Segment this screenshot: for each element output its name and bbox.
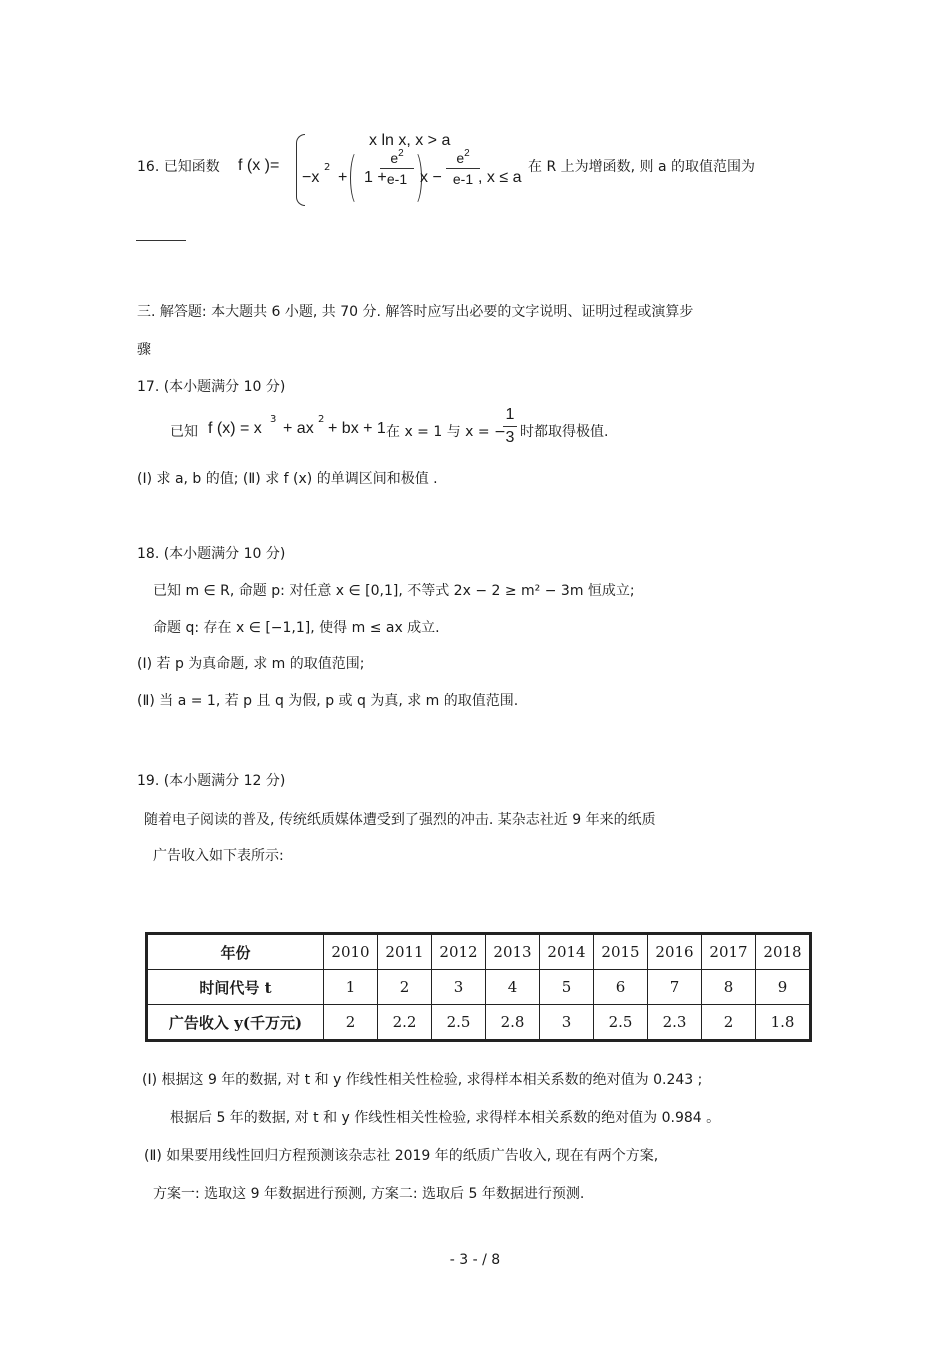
q18-sub2: (Ⅱ) 当 a = 1, 若 p 且 q 为假, p 或 q 为真, 求 m 的取值范围. xyxy=(137,693,519,709)
q16-fraction-2 xyxy=(446,150,480,187)
q18-line2: 命题 q: 存在 x ∈ [−1,1], 使得 m ≤ ax 成立. xyxy=(153,620,440,636)
q16-case1: x ln x, x > a xyxy=(369,132,451,149)
q16-e-num: e xyxy=(390,150,399,166)
q19-line2: 广告收入如下表所示: xyxy=(153,848,284,864)
table-header-cell: 年份 xyxy=(148,935,324,970)
q19-sub1b: 根据后 5 年的数据, 对 t 和 y 作线性相关性检验, 求得样本相关系数的绝对值为 0.984 。 xyxy=(170,1110,721,1126)
table-cell: 2018 xyxy=(756,935,810,970)
table-header-cell: 广告收入 y(千万元) xyxy=(148,1005,324,1040)
table-cell: 2015 xyxy=(594,935,648,970)
table-cell: 6 xyxy=(594,970,648,1005)
table-cell: 2 xyxy=(702,1005,756,1040)
table-cell: 4 xyxy=(486,970,540,1005)
table-cell: 2.5 xyxy=(432,1005,486,1040)
table-cell: 2.3 xyxy=(648,1005,702,1040)
q18-head: 18. (本小题满分 10 分) xyxy=(137,546,286,562)
table-cell: 2 xyxy=(324,1005,378,1040)
q17-head: 17. (本小题满分 10 分) xyxy=(137,379,286,395)
table-row xyxy=(148,935,810,970)
table-row xyxy=(148,970,810,1005)
q16-label: 16. 已知函数 xyxy=(137,159,220,175)
table-cell: 2014 xyxy=(540,935,594,970)
ad-revenue-table xyxy=(147,934,810,1040)
q16-fx: f (x )= xyxy=(238,157,280,174)
q19-head: 19. (本小题满分 12 分) xyxy=(137,773,286,789)
table-cell: 3 xyxy=(540,1005,594,1040)
q16-den2: e-1 xyxy=(452,171,474,187)
table-cell: 8 xyxy=(702,970,756,1005)
table-cell: 1.8 xyxy=(756,1005,810,1040)
table-cell: 5 xyxy=(540,970,594,1005)
q18-line1: 已知 m ∈ R, 命题 p: 对任意 x ∈ [0,1], 不等式 2x − 2 ≥ m² − 3m 恒成立; xyxy=(153,583,635,599)
q17-sub: (Ⅰ) 求 a, b 的值; (Ⅱ) 求 f (x) 的单调区间和极值 . xyxy=(137,471,438,487)
table-row xyxy=(148,1005,810,1040)
q16-tail: 在 R 上为增函数, 则 a 的取值范围为 xyxy=(528,159,756,175)
q16-e-exp2: 2 xyxy=(464,148,470,159)
q17-expr2: + ax xyxy=(283,420,314,437)
table-cell: 2016 xyxy=(648,935,702,970)
q16-case2-sq: 2 xyxy=(324,162,331,173)
table-cell: 2013 xyxy=(486,935,540,970)
section3-line2: 骤 xyxy=(137,342,151,358)
q16-x-minus: x − xyxy=(420,169,442,186)
section3-line1: 三. 解答题: 本大题共 6 小题, 共 70 分. 解答时应写出必要的文字说明、证明过程或演算步 xyxy=(137,304,694,320)
q17-fraction xyxy=(503,406,517,447)
q19-sub2a: (Ⅱ) 如果要用线性回归方程预测该杂志社 2019 年的纸质广告收入, 现在有两个方案, xyxy=(144,1148,659,1164)
q17-exp3: 3 xyxy=(270,414,277,425)
q18-sub1: (Ⅰ) 若 p 为真命题, 求 m 的取值范围; xyxy=(137,656,365,672)
table-cell: 2010 xyxy=(324,935,378,970)
q17-exp2: 2 xyxy=(318,414,325,425)
table-cell: 2.5 xyxy=(594,1005,648,1040)
table-cell: 3 xyxy=(432,970,486,1005)
table-cell: 2011 xyxy=(378,935,432,970)
q16-one-plus: 1 + xyxy=(364,169,387,186)
q16-case2-plus: + xyxy=(338,169,348,186)
table-cell: 2 xyxy=(378,970,432,1005)
table-cell: 2017 xyxy=(702,935,756,970)
q16-e-num2: e xyxy=(456,150,465,166)
q17-known: 已知 xyxy=(170,424,198,440)
table-cell: 2.2 xyxy=(378,1005,432,1040)
table-cell: 1 xyxy=(324,970,378,1005)
q16-cond: , x ≤ a xyxy=(478,169,522,186)
answer-blank xyxy=(136,240,186,241)
q19-sub1a: (Ⅰ) 根据这 9 年的数据, 对 t 和 y 作线性相关性检验, 求得样本相关系数的绝对值为 0.243 ; xyxy=(142,1072,703,1088)
q17-num: 1 xyxy=(505,406,515,423)
q16-case2-a: −x xyxy=(302,169,320,186)
table-cell: 2012 xyxy=(432,935,486,970)
q17-tail: 时都取得极值. xyxy=(520,424,609,440)
q17-den: 3 xyxy=(505,429,515,446)
page-number: - 3 - / 8 xyxy=(449,1252,501,1268)
q19-line1: 随着电子阅读的普及, 传统纸质媒体遭受到了强烈的冲击. 某杂志社近 9 年来的纸质 xyxy=(144,812,656,828)
table-cell: 9 xyxy=(756,970,810,1005)
q16-den: e-1 xyxy=(386,171,408,187)
q17-mid: 在 x = 1 与 x = − xyxy=(386,424,506,440)
table-cell: 7 xyxy=(648,970,702,1005)
q19-sub2b: 方案一: 选取这 9 年数据进行预测, 方案二: 选取后 5 年数据进行预测. xyxy=(153,1186,585,1202)
table-cell: 2.8 xyxy=(486,1005,540,1040)
q17-expr3: + bx + 1 xyxy=(328,420,386,437)
q16-e-exp: 2 xyxy=(398,148,404,159)
q17-expr: f (x) = x xyxy=(208,420,262,437)
table-header-cell: 时间代号 t xyxy=(148,970,324,1005)
